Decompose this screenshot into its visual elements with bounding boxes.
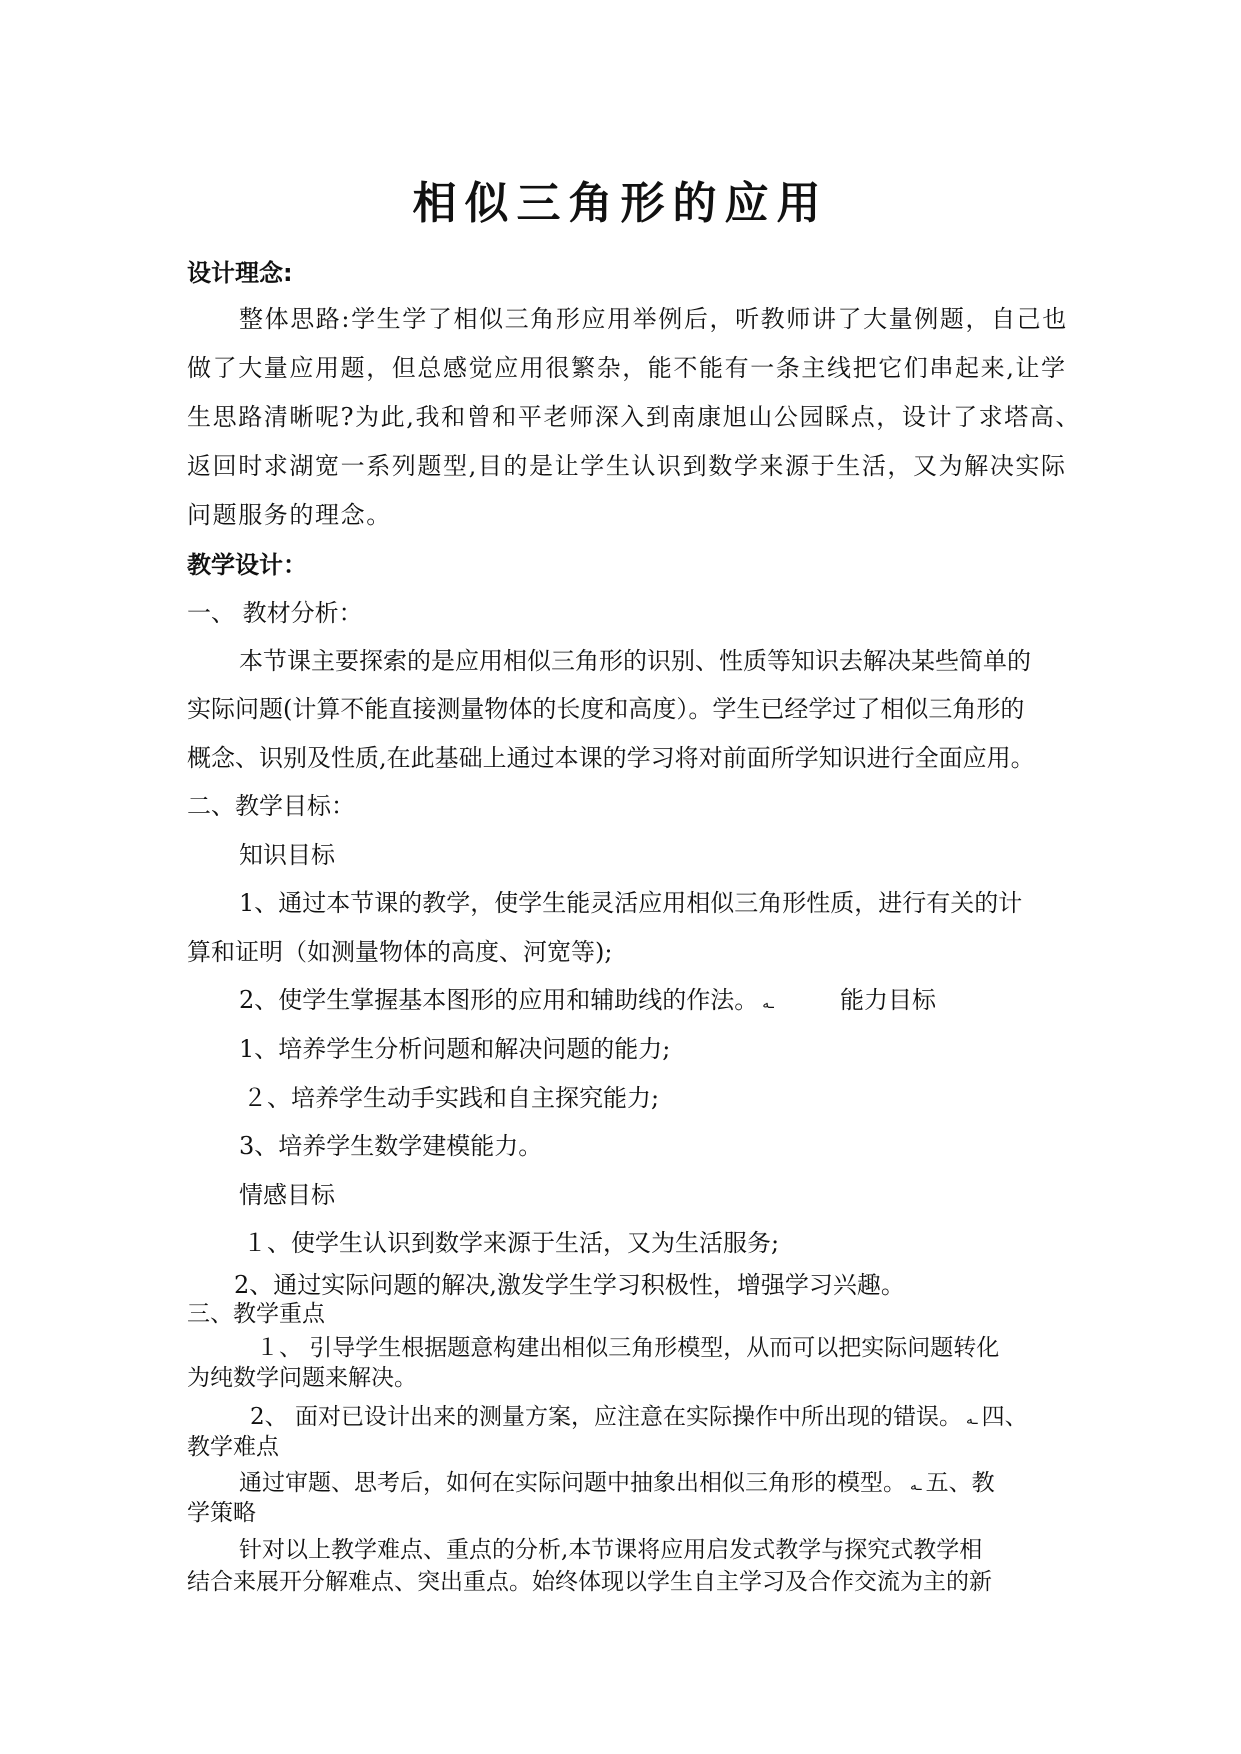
strategy-line-1: 针对以上教学难点、重点的分析,本节课将应用启发式教学与探究式教学相: [239, 1537, 983, 1563]
knowledge-goal-2: [239, 985, 778, 1019]
ability-goal-3: 3、培养学生数学建模能力。: [239, 1132, 543, 1160]
difficulty-line: [239, 1469, 995, 1500]
knowledge-goal-1-line-2: 算和证明（如测量物体的高度、河宽等);: [187, 938, 613, 966]
key-point-1-line-1: １、 引导学生根据题意构建出相似三角形模型，从而可以把实际问题转化: [256, 1335, 1000, 1361]
document-title: 相似三角形的应用: [412, 178, 829, 229]
emotion-goal-heading: 情感目标: [239, 1181, 335, 1209]
section-1-line-2: 实际问题(计算不能直接测量物体的长度和高度）。学生已经学过了相似三角形的: [187, 695, 1025, 723]
paragraph-mark-icon: ـه: [762, 996, 774, 1012]
knowledge-goal-heading: 知识目标: [239, 841, 335, 869]
section-5-heading-start: 五、教: [925, 1470, 995, 1496]
design-concept-line-4: 返回时求湖宽一系列题型,目的是让学生认识到数学来源于生活，又为解决实际: [187, 452, 1067, 480]
teaching-design-heading: 教学设计：: [187, 551, 307, 579]
emotion-goal-2: 2、通过实际问题的解决,激发学生学习积极性，增强学习兴趣。: [234, 1271, 905, 1299]
section-4-heading-end: 教学难点: [187, 1434, 279, 1460]
ability-goal-2: ２、培养学生动手实践和自主探究能力;: [243, 1084, 660, 1112]
design-concept-line-2: 做了大量应用题，但总感觉应用很繁杂，能不能有一条主线把它们串起来,让学: [187, 354, 1067, 382]
section-4-heading-start: 四、: [981, 1404, 1028, 1430]
section-1-line-1: 本节课主要探索的是应用相似三角形的识别、性质等知识去解决某些简单的: [239, 647, 1031, 675]
design-concept-line-1: 整体思路:学生学了相似三角形应用举例后，听教师讲了大量例题，自己也: [239, 305, 1068, 333]
knowledge-goal-2-text: 2、使学生掌握基本图形的应用和辅助线的作法。: [239, 986, 759, 1014]
section-5-heading-end: 学策略: [187, 1500, 256, 1526]
paragraph-mark-icon: ـه: [910, 1478, 922, 1494]
section-2-heading: 二、教学目标：: [187, 792, 355, 820]
section-1-line-3: 概念、识别及性质,在此基础上通过本课的学习将对前面所学知识进行全面应用。: [187, 744, 1035, 772]
key-point-2-text: 2、 面对已设计出来的测量方案，应注意在实际操作中所出现的错误。: [250, 1404, 962, 1430]
knowledge-goal-1-line-1: 1、通过本节课的教学，使学生能灵活应用相似三角形性质，进行有关的计: [239, 889, 1023, 917]
key-point-2: [250, 1403, 1028, 1434]
key-point-1-line-2: 为纯数学问题来解决。: [187, 1365, 417, 1391]
emotion-goal-1: １、使学生认识到数学来源于生活，又为生活服务;: [243, 1229, 780, 1257]
section-1-heading: 一、 教材分析：: [187, 599, 363, 627]
design-concept-line-5: 问题服务的理念。: [187, 501, 392, 529]
design-concept-heading: 设计理念:: [187, 259, 293, 287]
design-concept-line-3: 生思路清晰呢?为此,我和曾和平老师深入到南康旭山公园睬点，设计了求塔高、: [187, 403, 1082, 431]
paragraph-mark-icon: ـه: [965, 1412, 978, 1428]
ability-goal-heading: 能力目标: [840, 986, 936, 1014]
section-3-heading: 三、教学重点: [187, 1301, 325, 1327]
strategy-line-2: 结合来展开分解难点、突出重点。始终体现以学生自主学习及合作交流为主的新: [187, 1569, 992, 1595]
difficulty-text: 通过审题、思考后，如何在实际问题中抽象出相似三角形的模型。: [239, 1470, 906, 1496]
ability-goal-1: 1、培养学生分析问题和解决问题的能力;: [239, 1035, 671, 1063]
